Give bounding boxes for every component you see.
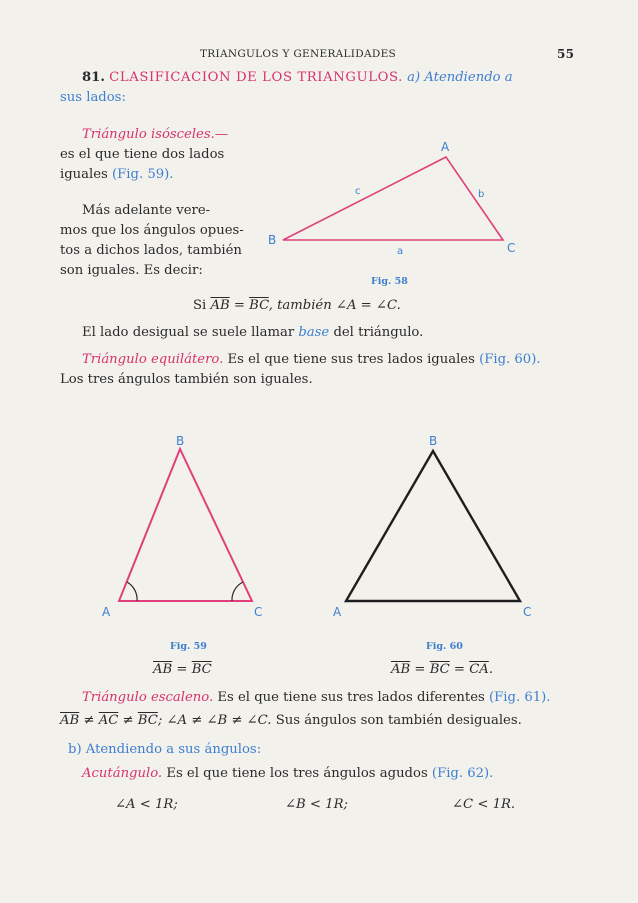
isosceles-line-6: son iguales. Es decir: <box>60 263 203 278</box>
scalene-term: Triángulo escaleno. <box>82 690 214 705</box>
fig-59-vertex-b: B <box>176 434 185 448</box>
base-term: base <box>298 325 330 340</box>
isosceles-line-1: es el que tiene dos lados <box>60 147 225 162</box>
fig-60-caption: Fig. 60 <box>426 641 463 652</box>
equilateral-term: Triángulo equilátero. <box>82 352 224 367</box>
acute-cond-c: ∠C < 1R. <box>452 797 516 812</box>
isosceles-term: Triángulo isósceles.— <box>82 127 229 142</box>
running-header: TRIANGULOS Y GENERALIDADES <box>200 48 397 60</box>
fig-58-caption: Fig. 58 <box>371 276 408 287</box>
criterion-a-cont: sus lados: <box>60 90 126 105</box>
equilateral-line-1: Triángulo equilátero. Es el que tiene sus tres lados iguales (Fig. 60). <box>82 352 541 367</box>
fig-58-vertex-b: B <box>268 233 277 247</box>
acute-cond-b: ∠B < 1R; <box>285 797 348 812</box>
fig-59-triangle <box>119 449 252 601</box>
fig-60-vertex-c: C <box>523 605 532 619</box>
fig-58-side-b: b <box>478 189 485 200</box>
fig-58-side-a: a <box>397 246 404 257</box>
fig-60-vertex-a: A <box>333 605 342 619</box>
acute-line: Acutángulo. Es el que tiene los tres ángulos agudos (Fig. 62). <box>82 766 494 781</box>
fig-58-vertex-a: A <box>441 140 450 154</box>
acute-cond-a: ∠A < 1R; <box>115 797 178 812</box>
isosceles-line-3: Más adelante vere- <box>82 203 211 218</box>
fig-60-vertex-b: B <box>429 434 438 448</box>
section-number: 81. <box>82 70 105 85</box>
isosceles-line-4: mos que los ángulos opues- <box>60 223 244 238</box>
scalene-line-2: $\overline{AB} \ne \overline{AC} \ne \overline{BC}$; ∠A ≠ ∠B ≠ ∠C. Sus ángulos son también desiguales. <box>60 713 522 728</box>
fig-59-relation: $\overline{AB} = \overline{BC}$ <box>153 662 212 677</box>
fig-60-relation: $\overline{AB} = \overline{BC} = \overline{CA}$. <box>391 662 494 677</box>
isosceles-line-5: tos a dichos lados, también <box>60 243 242 258</box>
fig-59-caption: Fig. 59 <box>170 641 207 652</box>
fig-59-angle-a <box>127 582 137 601</box>
page-number: 55 <box>557 47 575 61</box>
fig-62-ref: (Fig. 62). <box>431 766 494 781</box>
fig-59-vertex-a: A <box>102 605 111 619</box>
fig-59-vertex-c: C <box>254 605 263 619</box>
base-sentence: El lado desigual se suele llamar base del triángulo. <box>82 325 424 340</box>
fig-61-ref: (Fig. 61). <box>488 690 551 705</box>
scalene-line-1: Triángulo escaleno. Es el que tiene sus tres lados diferentes (Fig. 61). <box>82 690 551 705</box>
isosceles-line-2: iguales (Fig. 59). <box>60 167 174 182</box>
fig-59-angle-c <box>232 582 243 601</box>
section-title: CLASIFICACION DE LOS TRIANGULOS. <box>109 70 403 85</box>
fig-59-ref: (Fig. 59). <box>112 167 174 182</box>
fig-58-vertex-c: C <box>507 241 516 255</box>
fig-60-ref: (Fig. 60). <box>479 352 541 367</box>
isosceles-formula: Si $\overline{AB} = \overline{BC}$, también ∠A = ∠C. <box>193 298 401 313</box>
fig-60-triangle <box>346 451 520 601</box>
acute-term: Acutángulo. <box>82 766 163 781</box>
equilateral-line-2: Los tres ángulos también son iguales. <box>60 372 313 387</box>
fig-58-side-c: c <box>355 186 361 197</box>
criterion-a: a) Atendiendo a <box>407 70 513 85</box>
criterion-b: b) Atendiendo a sus ángulos: <box>68 742 262 757</box>
